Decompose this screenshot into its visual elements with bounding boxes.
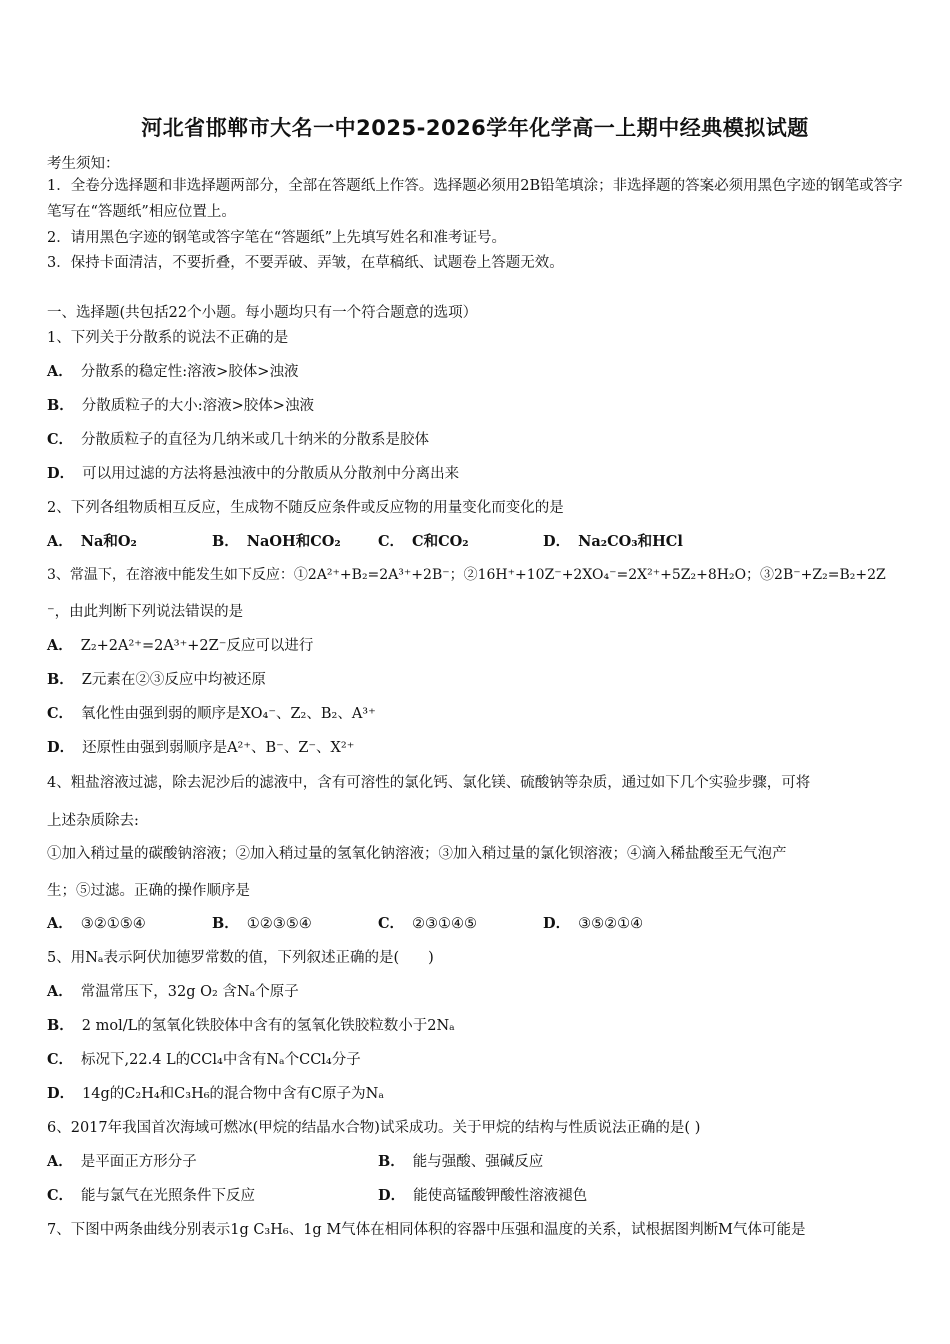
- q5-option-d: D． 14g的C₂H₄和C₃H₆的混合物中含有C原子为Nₐ: [47, 1085, 384, 1102]
- q4-option-b: B． ①②③⑤④: [212, 915, 312, 932]
- q4-stem-line-1: 4、粗盐溶液过滤，除去泥沙后的滤液中，含有可溶性的氯化钙、氯化镁、硫酸钠等杂质，通过如下几个实验步骤，可将: [47, 775, 811, 791]
- q6-option-d: D． 能使高锰酸钾酸性溶液褪色: [378, 1187, 588, 1204]
- q6-option-c: C． 能与氯气在光照条件下反应: [47, 1187, 256, 1204]
- q5-option-b: B． 2 mol/L的氢氧化铁胶体中含有的氢氧化铁胶粒数小于2Nₐ: [47, 1017, 455, 1034]
- q3-option-a: A． Z₂+2A²⁺=2A³⁺+2Z⁻反应可以进行: [47, 637, 314, 654]
- q1-option-c: C． 分散质粒子的直径为几纳米或几十纳米的分散系是胶体: [47, 431, 430, 448]
- q3-option-c: C． 氧化性由强到弱的顺序是XO₄⁻、Z₂、B₂、A³⁺: [47, 705, 376, 722]
- q2-option-a: A． Na和O₂: [47, 533, 137, 550]
- q5-option-c: C． 标况下,22.4 L的CCl₄中含有Nₐ个CCl₄分子: [47, 1051, 361, 1068]
- q1-stem: 1、下列关于分散系的说法不正确的是: [47, 330, 289, 346]
- q3-stem-line-2: ⁻，由此判断下列说法错误的是: [47, 604, 244, 620]
- q2-option-b: B． NaOH和CO₂: [212, 533, 341, 550]
- q1-option-a: A． 分散系的稳定性:溶液>胶体>浊液: [47, 363, 299, 380]
- q7-stem: 7、下图中两条曲线分别表示1g C₃H₆、1g M气体在相同体积的容器中压强和温度的关系，试根据图判断M气体可能是: [47, 1222, 806, 1238]
- q5-stem: 5、用Nₐ表示阿伏加德罗常数的值，下列叙述正确的是( ): [47, 950, 434, 966]
- q6-option-a: A． 是平面正方形分子: [47, 1153, 197, 1170]
- q1-option-b: B． 分散质粒子的大小:溶液>胶体>浊液: [47, 397, 314, 414]
- q4-option-d: D． ③⑤②①④: [543, 915, 644, 932]
- q2-stem: 2、下列各组物质相互反应，生成物不随反应条件或反应物的用量变化而变化的是: [47, 500, 564, 516]
- notice-item-1: 1．全卷分选择题和非选择题两部分，全部在答题纸上作答。选择题必须用2B铅笔填涂；非选择题的答案必须用黑色字迹的钢笔或答字笔写在“答题纸”相应位置上。: [47, 178, 903, 220]
- q1-option-d: D． 可以用过滤的方法将悬浊液中的分散质从分散剂中分离出来: [47, 465, 460, 482]
- q4-option-a: A． ③②①⑤④: [47, 915, 146, 932]
- notice-item-3: 3．保持卡面清洁，不要折叠，不要弄破、弄皱，在草稿纸、试题卷上答题无效。: [47, 255, 564, 271]
- q3-option-d: D． 还原性由强到弱顺序是A²⁺、B⁻、Z⁻、X²⁺: [47, 739, 355, 756]
- q4-stem-line-3: ①加入稍过量的碳酸钠溶液；②加入稍过量的氢氧化钠溶液；③加入稍过量的氯化钡溶液；④滴入稀盐酸至无气泡产: [47, 846, 787, 862]
- q5-option-a: A． 常温常压下，32g O₂ 含Nₐ个原子: [47, 983, 299, 1000]
- q2-option-c: C． C和CO₂: [378, 533, 469, 550]
- q2-option-d: D． Na₂CO₃和HCl: [543, 533, 683, 550]
- section-heading: 一、选择题(共包括22个小题。每小题均只有一个符合题意的选项）: [47, 305, 478, 321]
- notice-heading: 考生须知：: [47, 156, 120, 172]
- notice-item-2: 2．请用黑色字迹的钢笔或答字笔在“答题纸”上先填写姓名和准考证号。: [47, 230, 507, 246]
- q4-stem-line-2: 上述杂质除去:: [47, 813, 139, 829]
- q6-stem: 6、2017年我国首次海域可燃冰(甲烷的结晶水合物)试采成功。关于甲烷的结构与性质说法正确的是( ): [47, 1120, 701, 1136]
- q6-option-b: B． 能与强酸、强碱反应: [378, 1153, 544, 1170]
- q3-option-b: B． Z元素在②③反应中均被还原: [47, 671, 266, 688]
- q4-stem-line-4: 生；⑤过滤。正确的操作顺序是: [47, 883, 250, 899]
- q4-option-c: C． ②③①④⑤: [378, 915, 478, 932]
- page-title: 河北省邯郸市大名一中2025-2026学年化学高一上期中经典模拟试题: [141, 116, 809, 140]
- q3-stem-line-1: 3、常温下，在溶液中能发生如下反应：①2A²⁺+B₂=2A³⁺+2B⁻；②16H⁺+10Z⁻+2XO₄⁻=2X²⁺+5Z₂+8H₂O；③2B⁻+Z₂=B₂+2Z: [47, 567, 886, 583]
